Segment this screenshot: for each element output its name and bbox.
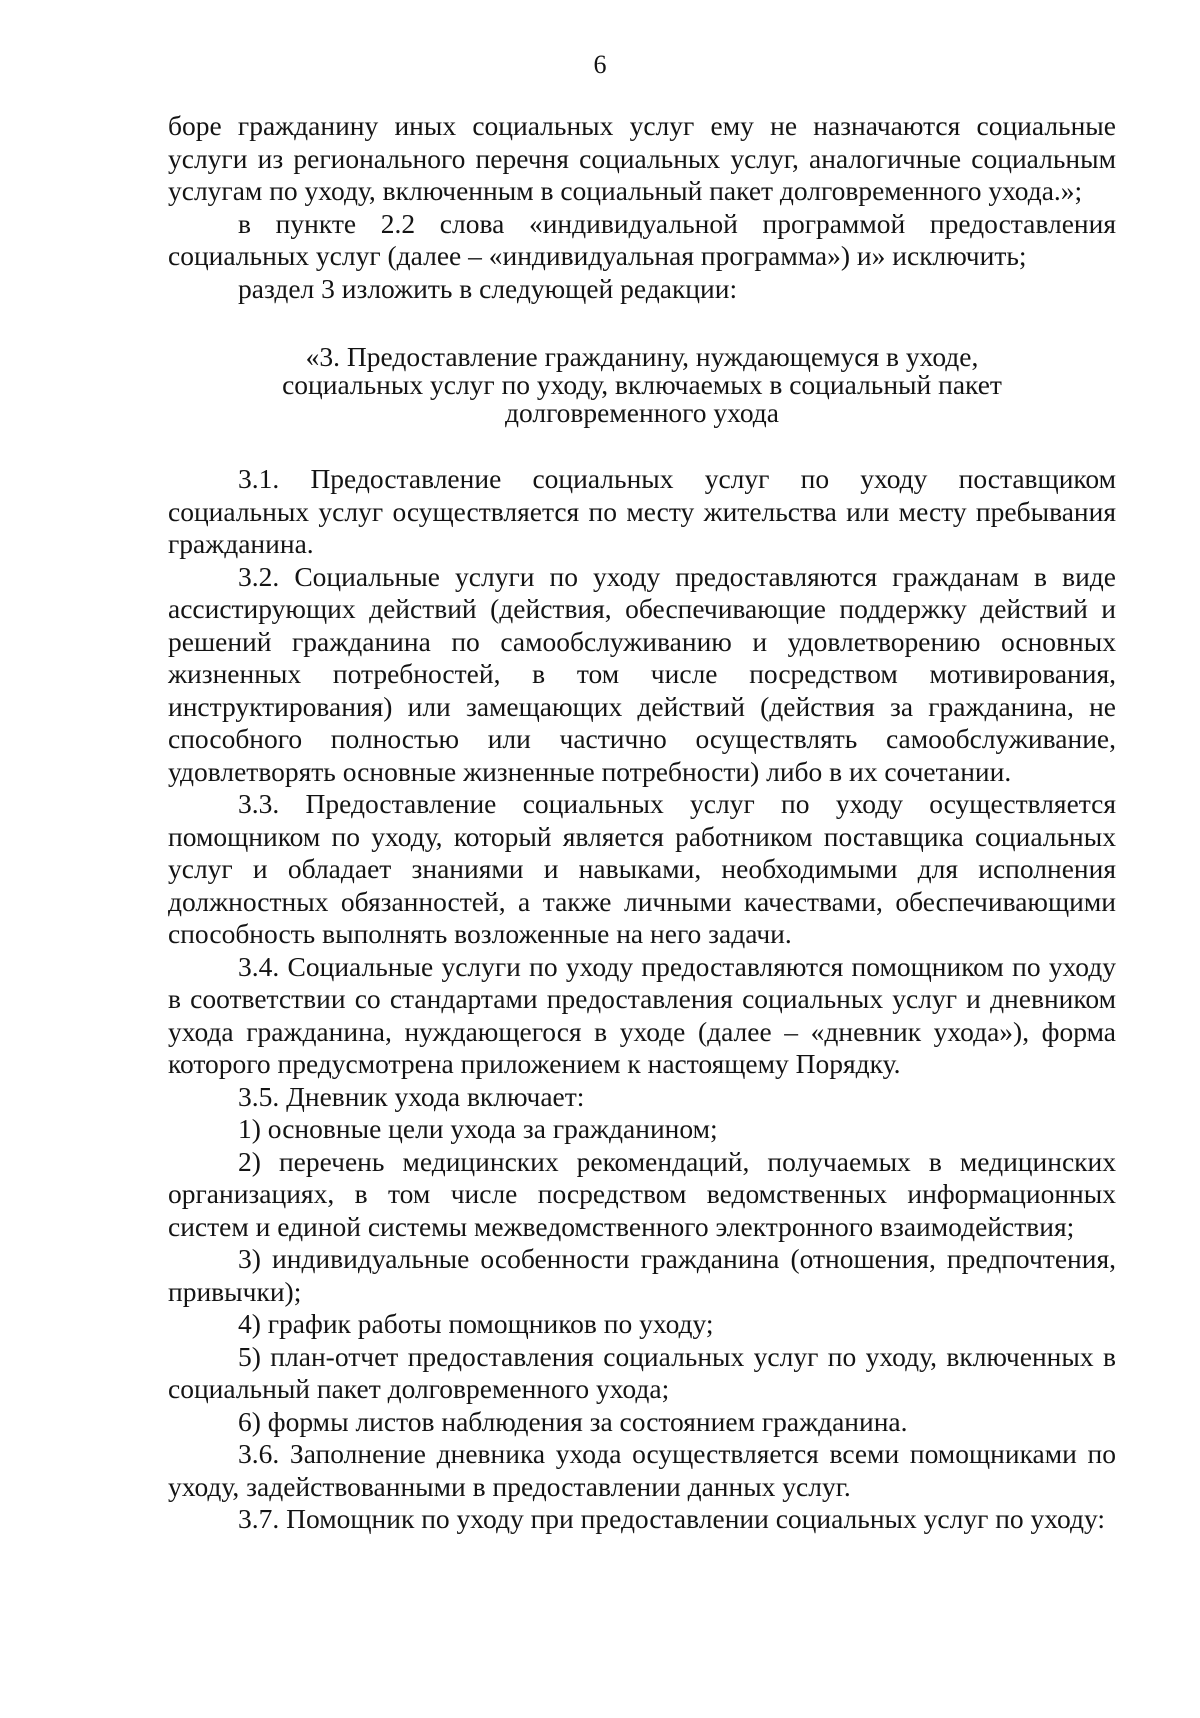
paragraph-3-2: 3.2. Социальные услуги по уходу предоставляются гражданам в виде ассистирующих действий (действия, обеспечивающие поддержку действий и решений гражданина по самообслуживанию и удовлетворению основных жизненных потребностей, в том числе посредством мотивирования, инструктирования) или замещающих действий (действия за гражданина, не способного полностью или частично осуществлять самообслуживание, удовлетворять основные жизненные потребности) либо в их сочетании.	[168, 560, 1116, 787]
section-heading-line: «3. Предоставление гражданину, нуждающемуся в уходе,	[305, 341, 979, 372]
amendment-paragraph-2-2: в пункте 2.2 слова «индивидуальной программой предоставления социальных услуг (далее – «индивидуальная программа») и» исключить;	[168, 207, 1116, 271]
list-item-2: 2) перечень медицинских рекомендаций, получаемых в медицинских организациях, в том числе посредством ведомственных информационных систем и единой системы межведомственного электронного взаимодействия;	[168, 1145, 1116, 1242]
paragraph-3-1: 3.1. Предоставление социальных услуг по уходу поставщиком социальных услуг осуществляется по месту жительства или месту пребывания гражданина.	[168, 463, 1116, 559]
paragraph-3-5: 3.5. Дневник ухода включает:	[238, 1080, 585, 1112]
list-item-6: 6) формы листов наблюдения за состоянием гражданина.	[238, 1405, 908, 1437]
list-item-3: 3) индивидуальные особенности гражданина (отношения, предпочтения, привычки);	[168, 1243, 1116, 1307]
section-heading-line: долговременного ухода	[504, 397, 779, 428]
list-item-1: 1) основные цели ухода за гражданином;	[238, 1113, 718, 1144]
list-item-4: 4) график работы помощников по уходу;	[238, 1308, 714, 1339]
continuation-paragraph: боре гражданину иных социальных услуг ему не назначаются социальные услуги из регионального перечня социальных услуг, аналогичные социальным услугам по уходу, включенным в социальный пакет долговременного ухода.»;	[168, 110, 1116, 206]
paragraph-3-7: 3.7. Помощник по уходу при предоставлении социальных услуг по уходу:	[238, 1503, 1105, 1534]
paragraph-3-3: 3.3. Предоставление социальных услуг по уходу осуществляется помощником по уходу, который является работником поставщика социальных услуг и обладает знаниями и навыками, необходимыми для исполнения должностных обязанностей, а также личными качествами, обеспечивающими способность выполнять возложенные на него задачи.	[168, 788, 1116, 949]
document-body	[168, 110, 1116, 1536]
page-number: 6	[593, 50, 607, 79]
list-item-5: 5) план-отчет предоставления социальных услуг по уходу, включенных в социальный пакет долговременного ухода;	[168, 1340, 1116, 1404]
amendment-paragraph-section-3: раздел 3 изложить в следующей редакции:	[238, 272, 738, 304]
paragraph-3-4: 3.4. Социальные услуги по уходу предоставляются помощником по уходу в соответствии со стандартами предоставления социальных услуг и дневником ухода гражданина, нуждающегося в уходе (далее – «дневник ухода»), форма которого предусмотрена приложением к настоящему Порядку.	[168, 950, 1116, 1079]
section-heading-line: социальных услуг по уходу, включаемых в социальный пакет	[282, 369, 1002, 400]
section-heading	[168, 343, 1116, 427]
paragraph-3-6: 3.6. Заполнение дневника ухода осуществляется всеми помощниками по уходу, задействованными в предоставлении данных услуг.	[168, 1438, 1116, 1502]
